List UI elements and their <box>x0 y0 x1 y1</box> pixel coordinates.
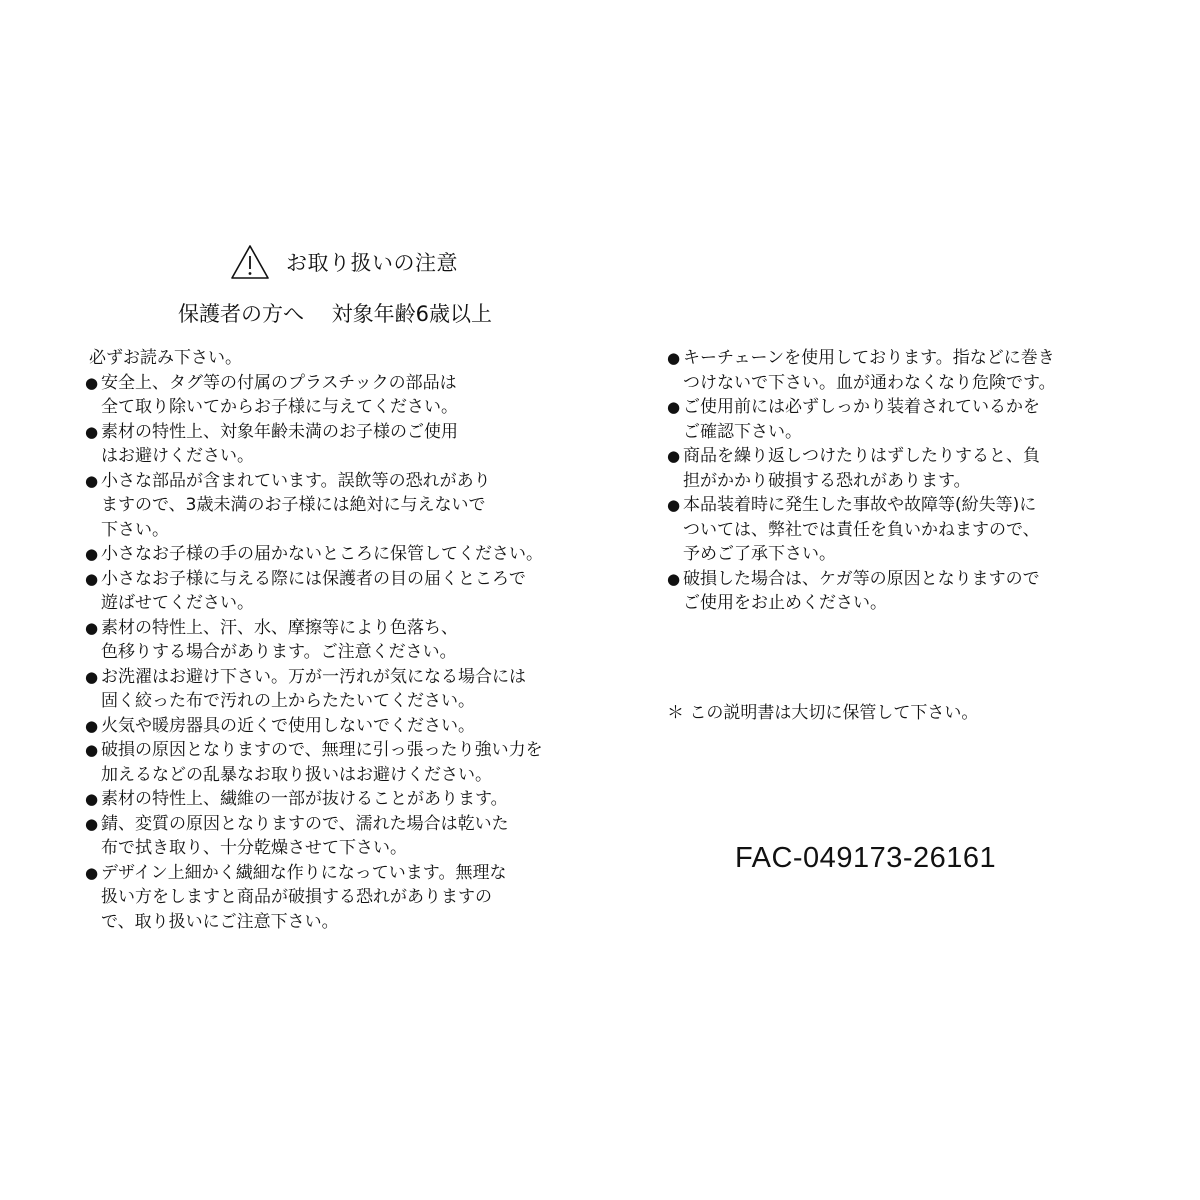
list-item <box>667 567 1127 616</box>
bullet-icon: ● <box>85 790 99 808</box>
list-item-text: キーチェーンを使用しております。指などに巻き つけないで下さい。血が通わなくなり危険です。 <box>683 348 1056 393</box>
list-item <box>85 861 585 935</box>
list-item-text: 小さな部品が含まれています。誤飲等の恐れがあり ますので、3歳未満のお子様には絶対に与えないで 下さい。 <box>101 470 491 540</box>
caution-list-right <box>667 346 1127 616</box>
list-item <box>85 371 585 420</box>
list-item <box>85 812 585 861</box>
bullet-icon: ● <box>85 422 99 441</box>
page-subtitle: 保護者の方へ 対象年齢6歳以上 <box>178 302 493 326</box>
list-item <box>667 493 1127 567</box>
list-item-text: お洗濯はお避け下さい。万が一汚れが気になる場合には 固く絞った布で汚れの上からたたいてください。 <box>101 666 526 711</box>
lead-text: 必ずお読み下さい。 <box>89 348 242 368</box>
page-title: お取り扱いの注意 <box>286 251 458 275</box>
list-item-text: 安全上、タグ等の付属のプラスチックの部品は 全て取り除いてからお子様に与えてください。 <box>101 372 458 417</box>
caution-list-left <box>85 371 585 935</box>
list-item-text: 素材の特性上、繊維の一部が抜けることがあります。 <box>101 789 508 809</box>
bullet-icon: ● <box>667 569 681 588</box>
left-column <box>85 346 585 934</box>
bullet-icon: ● <box>667 496 681 514</box>
list-item <box>667 346 1127 395</box>
list-item-text: 商品を繰り返しつけたりはずしたりすると、負 担がかかり破損する恐れがあります。 <box>683 446 1040 491</box>
list-item <box>85 616 585 665</box>
list-item <box>85 665 585 714</box>
bullet-icon: ● <box>85 716 99 735</box>
bullet-icon: ● <box>85 863 99 882</box>
list-item-text: 破損した場合は、ケガ等の原因となりますので ご使用をお止めください。 <box>683 568 1040 613</box>
bullet-icon: ● <box>85 814 99 833</box>
bullet-icon: ● <box>667 349 681 367</box>
list-item <box>85 469 585 543</box>
list-item <box>667 444 1127 493</box>
list-item-text: 素材の特性上、対象年齢未満のお子様のご使用 はお避けください。 <box>101 421 458 466</box>
bullet-icon: ● <box>85 618 99 637</box>
bullet-icon: ● <box>85 741 99 759</box>
right-column <box>667 346 1127 616</box>
list-item <box>667 395 1127 444</box>
list-item <box>85 542 585 567</box>
list-item-text: 本品装着時に発生した事故や故障等(紛失等)に ついては、弊社では責任を負いかねますので、 予めご了承下さい。 <box>683 495 1040 564</box>
list-item <box>85 567 585 616</box>
list-item-text: ご使用前には必ずしっかり装着されているかを ご確認下さい。 <box>683 397 1040 442</box>
bullet-icon: ● <box>85 373 99 392</box>
product-code: FAC-049173-26161 <box>735 842 997 874</box>
bullet-icon: ● <box>667 398 681 416</box>
list-item <box>85 738 585 787</box>
bullet-icon: ● <box>85 545 99 563</box>
list-item-text: 素材の特性上、汗、水、摩擦等により色落ち、 色移りする場合があります。ご注意ください。 <box>101 617 458 662</box>
warning-triangle-icon <box>230 244 270 280</box>
list-item-text: 火気や暖房器具の近くで使用しないでください。 <box>101 715 475 736</box>
title-row <box>230 238 458 286</box>
bullet-icon: ● <box>85 471 99 490</box>
bullet-icon: ● <box>85 569 99 588</box>
list-item-text: 小さなお子様に与える際には保護者の目の届くところで 遊ばせてください。 <box>101 568 526 613</box>
list-item-text: 小さなお子様の手の届かないところに保管してください。 <box>101 544 543 564</box>
list-item-text: デザイン上細かく繊細な作りになっています。無理な 扱い方をしますと商品が破損する恐れがありますの で、取り扱いにご注意下さい。 <box>101 862 507 932</box>
list-item-text: 錆、変質の原因となりますので、濡れた場合は乾いた 布で拭き取り、十分乾燥させて下さい。 <box>101 813 509 858</box>
list-item <box>85 420 585 469</box>
bullet-icon: ● <box>667 447 681 465</box>
list-item <box>85 787 585 812</box>
list-item-text: 破損の原因となりますので、無理に引っ張ったり強い力を 加えるなどの乱暴なお取り扱いはお避けください。 <box>101 740 543 785</box>
list-item <box>85 714 585 739</box>
bullet-icon: ● <box>85 667 99 686</box>
keep-instructions-note: ＊ この説明書は大切に保管して下さい。 <box>667 703 979 723</box>
